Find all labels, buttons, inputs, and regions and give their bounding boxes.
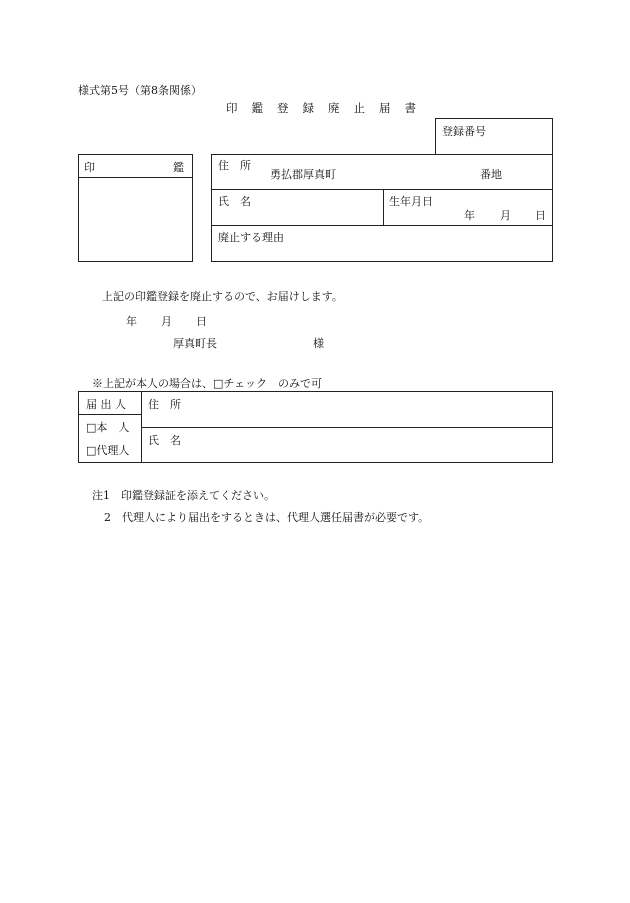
form-title: 印鑑登録廃止届書 — [226, 101, 430, 115]
birthdate-year: 年 — [464, 209, 475, 222]
addressee-mayor: 厚真町長 — [173, 337, 217, 350]
note-2: 2 代理人により届出をするときは、代理人選任届書が必要です。 — [104, 511, 430, 524]
note-1: 注1 印鑑登録証を添えてください。 — [92, 489, 275, 502]
row-divider-2 — [211, 225, 553, 226]
applicant-name-label: 氏 名 — [148, 434, 181, 447]
address-label: 住 所 — [218, 159, 251, 172]
applicant-address-label: 住 所 — [148, 398, 181, 411]
name-birth-divider — [383, 189, 384, 225]
date-day: 日 — [196, 315, 207, 328]
address-field[interactable] — [340, 160, 470, 184]
statement-text: 上記の印鑑登録を廃止するので、お届けします。 — [102, 290, 343, 303]
birthdate-month: 月 — [500, 209, 511, 222]
option-self-checkbox[interactable]: □本 人 — [86, 421, 130, 434]
addressee-honorific: 様 — [313, 337, 324, 350]
applicant-label: 届 出 人 — [86, 398, 126, 411]
birthdate-day: 日 — [535, 209, 546, 222]
applicant-label-divider — [78, 414, 142, 415]
birthdate-label: 生年月日 — [389, 195, 433, 208]
address-town: 勇払郡厚真町 — [270, 168, 336, 181]
date-month: 月 — [161, 315, 172, 328]
applicant-address-field[interactable] — [190, 394, 548, 424]
registration-number-label: 登録番号 — [442, 125, 486, 138]
reason-field[interactable] — [215, 243, 549, 259]
self-check-note: ※上記が本人の場合は、□チェック のみで可 — [92, 377, 323, 390]
applicant-name-field[interactable] — [190, 430, 548, 460]
seal-label-left: 印 — [84, 161, 95, 174]
form-number: 様式第5号（第8条関係） — [78, 84, 202, 97]
reason-label: 廃止する理由 — [218, 231, 284, 244]
seal-box-divider — [78, 177, 193, 178]
option-agent-checkbox[interactable]: □代理人 — [86, 444, 130, 457]
date-year: 年 — [126, 315, 137, 328]
applicant-row-divider — [141, 427, 553, 428]
name-field[interactable] — [260, 192, 378, 222]
address-banchi: 番地 — [480, 168, 502, 181]
row-divider-1 — [211, 189, 553, 190]
name-label: 氏 名 — [218, 195, 251, 208]
seal-label-right: 鑑 — [173, 161, 184, 174]
